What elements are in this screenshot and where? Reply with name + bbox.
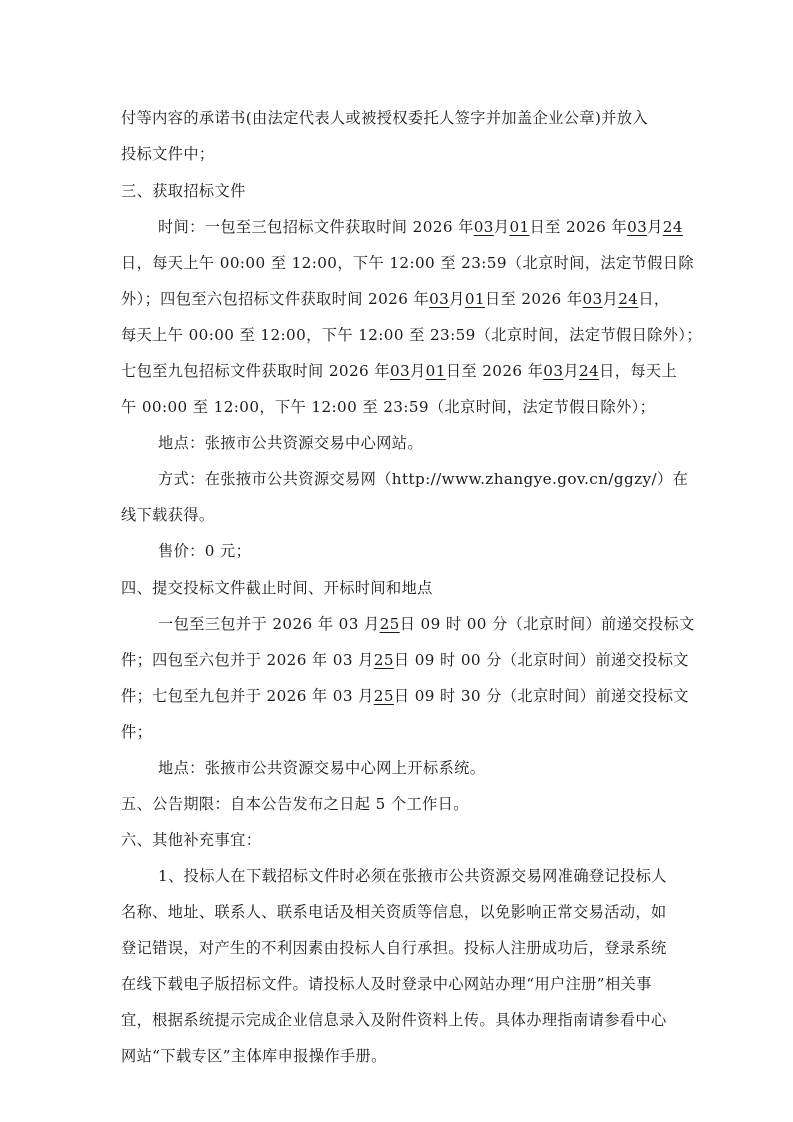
obtain-place: 地点：张掖市公共资源交易中心网站。 (158, 434, 423, 452)
obtain-time-line-1: 时间：一包至三包招标文件获取时间 2026 年03月01日至 2026 年03月24 (158, 218, 683, 236)
obtain-time-line-2: 日，每天上午 00:00 至 12:00，下午 12:00 至 23:59（北京时间，法定节假日除 (121, 254, 694, 272)
deadline-line-3: 件；七包至九包并于 2026 年 03 月25日 09 时 30 分（北京时间）前递交投标文 (121, 687, 689, 705)
obtain-method-line-2: 线下载获得。 (121, 506, 215, 524)
deadline-line-2: 件；四包至六包并于 2026 年 03 月25日 09 时 00 分（北京时间）前递交投标文 (121, 651, 689, 669)
other-paragraph-line-6: 网站“下载专区”主体库申报操作手册。 (121, 1047, 387, 1065)
section-heading-obtain-documents: 三、获取招标文件 (121, 182, 246, 200)
paragraph-line: 付等内容的承诺书(由法定代表人或被授权委托人签字并加盖企业公章)并放入 (121, 109, 649, 127)
deadline-line-1: 一包至三包并于 2026 年 03 月25日 09 时 00 分（北京时间）前递交投标文 (158, 615, 695, 633)
opening-place: 地点：张掖市公共资源交易中心网上开标系统。 (158, 759, 486, 777)
obtain-method-line-1: 方式：在张掖市公共资源交易网（http://www.zhangye.gov.cn/ggzy/）在 (158, 470, 689, 488)
other-paragraph-line-5: 宜，根据系统提示完成企业信息录入及附件资料上传。具体办理指南请参看中心 (121, 1011, 667, 1029)
other-paragraph-line-4: 在线下载电子版招标文件。请投标人及时登录中心网站办理“用户注册”相关事 (121, 975, 652, 993)
other-paragraph-line-3: 登记错误，对产生的不利因素由投标人自行承担。投标人注册成功后，登录系统 (121, 939, 667, 957)
section-heading-deadline: 四、提交投标文件截止时间、开标时间和地点 (121, 579, 433, 597)
obtain-time-line-4: 每天上午 00:00 至 12:00，下午 12:00 至 23:59（北京时间，法定节假日除外）； (121, 326, 702, 344)
obtain-time-line-5: 七包至九包招标文件获取时间 2026 年03月01日至 2026 年03月24日，每天上 (121, 362, 678, 380)
other-paragraph-line-2: 名称、地址、联系人、联系电话及相关资质等信息，以免影响正常交易活动，如 (121, 903, 667, 921)
paragraph-line: 投标文件中； (121, 145, 215, 163)
section-heading-other-matters: 六、其他补充事宜： (121, 831, 262, 849)
other-paragraph-line-1: 1、投标人在下载招标文件时必须在张掖市公共资源交易网准确登记投标人 (158, 867, 667, 885)
deadline-line-4: 件； (121, 723, 153, 741)
obtain-time-line-3: 外）；四包至六包招标文件获取时间 2026 年03月01日至 2026 年03月24日， (121, 290, 670, 308)
obtain-time-line-6: 午 00:00 至 12:00，下午 12:00 至 23:59（北京时间，法定节假日除外）； (121, 398, 656, 416)
section-announcement-period: 五、公告期限：自本公告发布之日起 5 个工作日。 (121, 795, 469, 813)
document-price: 售价：0 元； (158, 542, 252, 560)
